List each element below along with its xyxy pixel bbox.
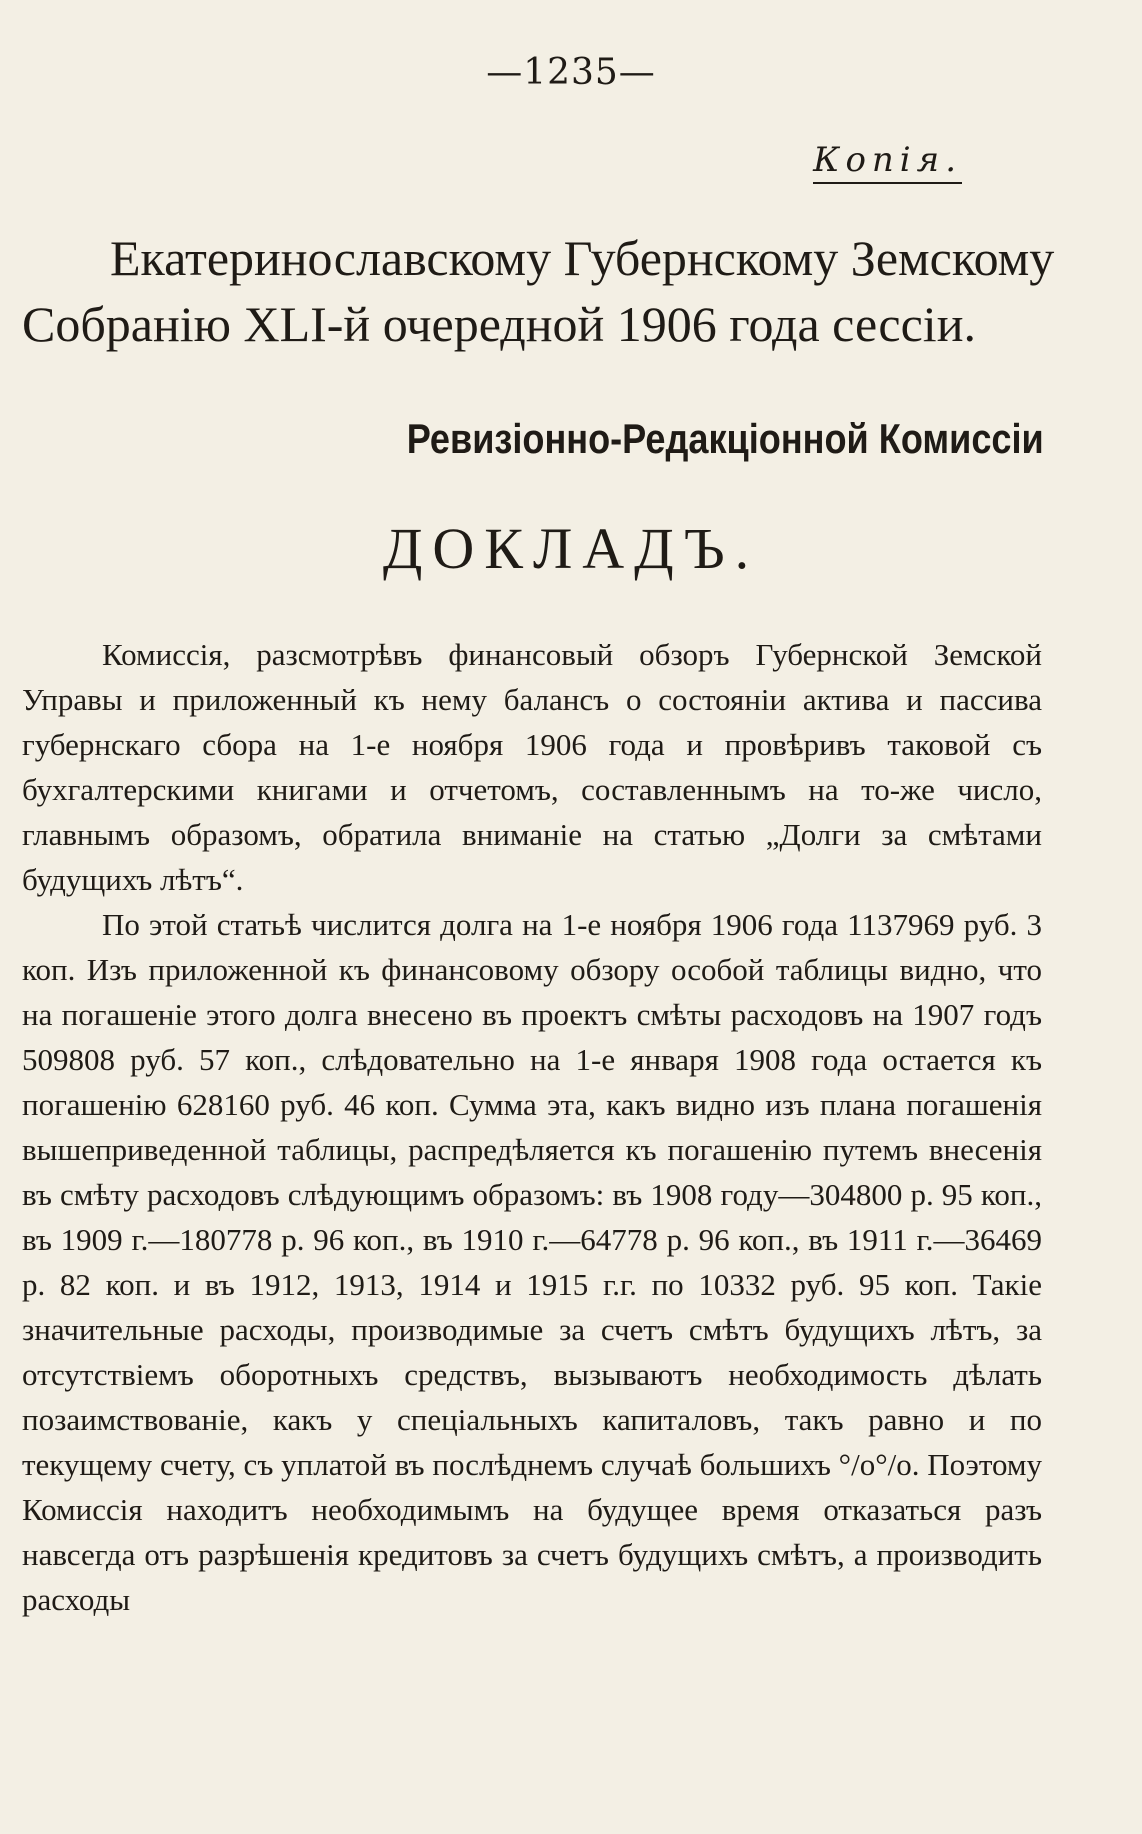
addressee-heading bbox=[22, 225, 1055, 357]
copy-mark: Копія. bbox=[813, 140, 962, 184]
report-body bbox=[22, 632, 1042, 1622]
addressee-line-2: Собранію XLI-й очередной 1906 года сессіи. bbox=[22, 296, 976, 352]
paragraph-1: Комиссія, разсмотрѣвъ финансовый обзоръ Губернской Земской Управы и приложенный къ нему балансъ о состояніи актива и пассива губернскаго сбора на 1-е ноября 1906 года и провѣривъ таковой съ бухгалтерскими книгами и отчетомъ, составленнымъ на то-же число, главнымъ образомъ, обратила вниманіе на статью „Долги за смѣтами будущихъ лѣтъ“. bbox=[22, 637, 1042, 897]
addressee-line-1: Екатеринославскому Губернскому Земскому bbox=[110, 230, 1055, 286]
commission-heading: Ревизіонно-Редакціонной Комиссіи bbox=[406, 415, 1044, 462]
paragraph-2: По этой статьѣ числится долга на 1-е ноября 1906 года 1137969 руб. 3 коп. Изъ приложенной къ финансовому обзору особой таблицы видно, что на погашеніе этого долга внесено въ проектъ смѣты расходовъ на 1907 годъ 509808 руб. 57 коп., слѣдовательно на 1-е января 1908 года остается къ погашенію 628160 руб. 46 коп. Сумма эта, какъ видно изъ плана погашенія вышеприведенной таблицы, распредѣляется къ погашенію путемъ внесенія въ смѣту расходовъ слѣдующимъ образомъ: въ 1908 году—304800 р. 95 коп., въ 1909 г.—180778 р. 96 коп., въ 1910 г.—64778 р. 96 коп., въ 1911 г.—36469 р. 82 коп. и въ 1912, 1913, 1914 и 1915 г.г. по 10332 руб. 95 коп. Такіе значительные расходы, производимые за счетъ смѣтъ будущихъ лѣтъ, за отсутствіемъ оборотныхъ средствъ, вызываютъ необходимость дѣлать позаимствованіе, какъ у спеціальныхъ капиталовъ, такъ равно и по текущему счету, съ уплатой въ послѣднемъ случаѣ большихъ °/о°/о. Поэтому Комиссія находитъ необходимымъ на будущее время отказаться разъ навсегда отъ разрѣшенія кредитовъ за счетъ будущихъ смѣтъ, а производить расходы bbox=[22, 907, 1042, 1617]
report-title: ДОКЛАДЪ. bbox=[382, 516, 760, 581]
page-number: —1235— bbox=[486, 52, 656, 93]
